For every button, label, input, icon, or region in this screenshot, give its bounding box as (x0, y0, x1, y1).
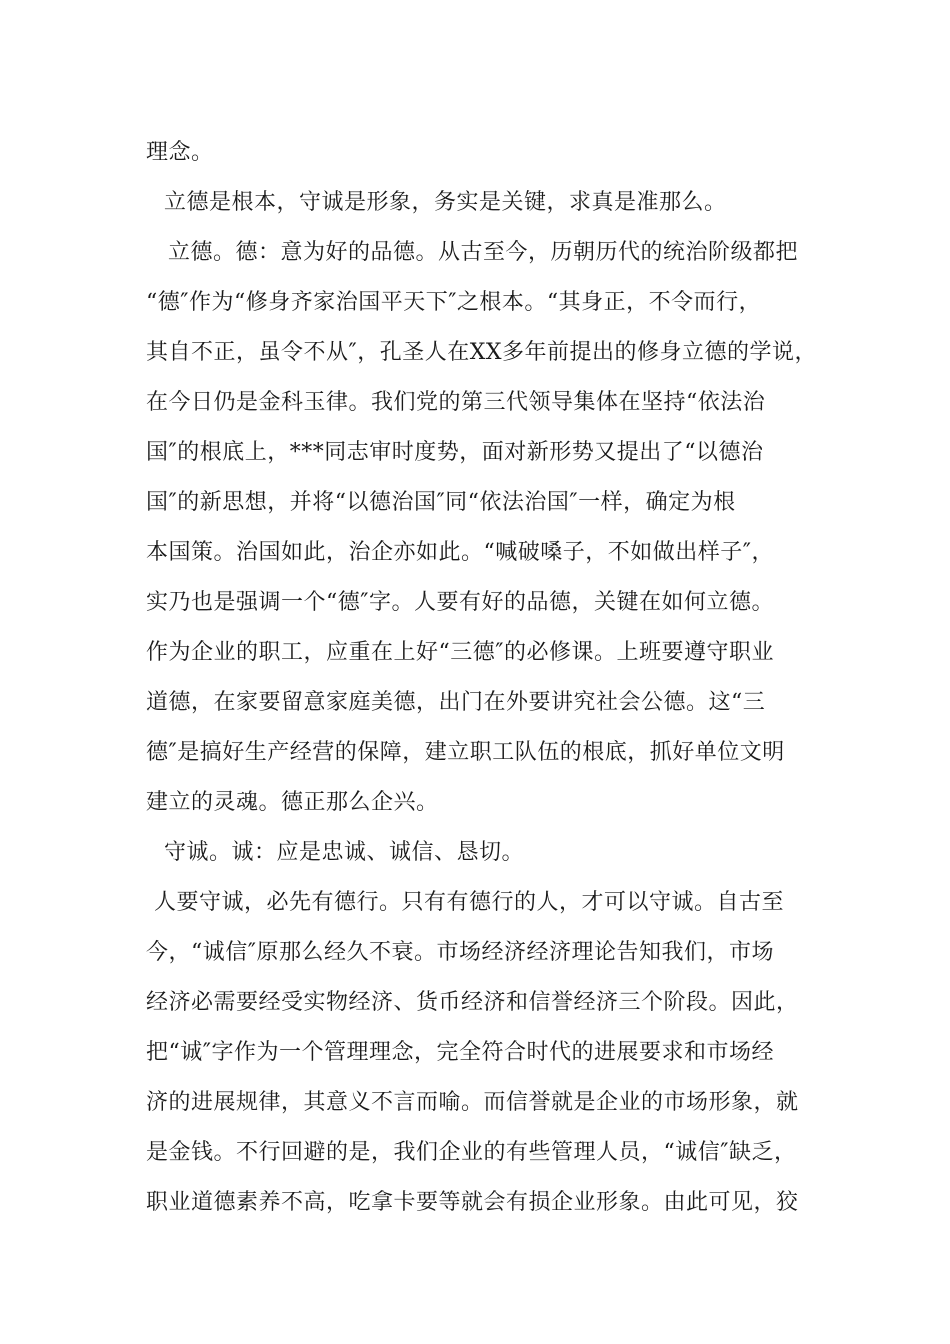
text-line: “德″作为“修身齐家治国平天下″之根本。“其身正，不令而行， (146, 290, 762, 315)
text-line: 今，“诚信″原那么经久不衰。市场经济经济理论告知我们，市场 (146, 940, 774, 965)
text-line: 职业道德素养不高，吃拿卡要等就会有损企业形象。由此可见，狡 (146, 1190, 799, 1215)
text-line: 守诚。诚：应是忠诚、诚信、恳切。 (164, 840, 525, 865)
text-line: 人要守诚，必先有德行。只有有德行的人，才可以守诚。自古至 (154, 890, 785, 915)
text-line: 德″是搞好生产经营的保障，建立职工队伍的根底，抓好单位文明 (146, 740, 785, 765)
text-line: 其自不正，虽令不从″，孔圣人在XX多年前提出的修身立德的学说， (146, 340, 818, 365)
text-line: 是金钱。不行回避的是，我们企业的有些管理人员，“诚信″缺乏， (146, 1140, 797, 1165)
text-line: 国″的根底上，***同志审时度势，面对新形势又提出了“以德治 (146, 440, 764, 465)
body-text (146, 128, 836, 1228)
text-line: 在今日仍是金科玉律。我们党的第三代领导集体在坚持“依法治 (146, 390, 766, 415)
text-line: 实乃也是强调一个“德″字。人要有好的品德，关键在如何立德。 (146, 590, 774, 615)
text-line: 把“诚″字作为一个管理理念，完全符合时代的进展要求和市场经 (146, 1040, 774, 1065)
text-line: 经济必需要经受实物经济、货币经济和信誉经济三个阶段。因此， (146, 990, 799, 1015)
text-line: 作为企业的职工，应重在上好“三德″的必修课。上班要遵守职业 (146, 640, 774, 665)
text-line: 本国策。治国如此，治企亦如此。“喊破嗓子，不如做出样子″， (146, 540, 774, 565)
text-line: 建立的灵魂。德正那么企兴。 (146, 790, 439, 815)
text-line: 理念。 (146, 140, 214, 165)
text-line: 国″的新思想，并将“以德治国″同“依法治国″一样，确定为根 (146, 490, 736, 515)
text-line: 道德，在家要留意家庭美德，出门在外要讲究社会公德。这“三 (146, 690, 766, 715)
text-line: 立德。德：意为好的品德。从古至今，历朝历代的统治阶级都把 (168, 240, 799, 265)
text-line: 济的进展规律，其意义不言而喻。而信誉就是企业的市场形象，就 (146, 1090, 799, 1115)
text-line: 立德是根本，守诚是形象，务实是关键，求真是准那么。 (164, 190, 727, 215)
